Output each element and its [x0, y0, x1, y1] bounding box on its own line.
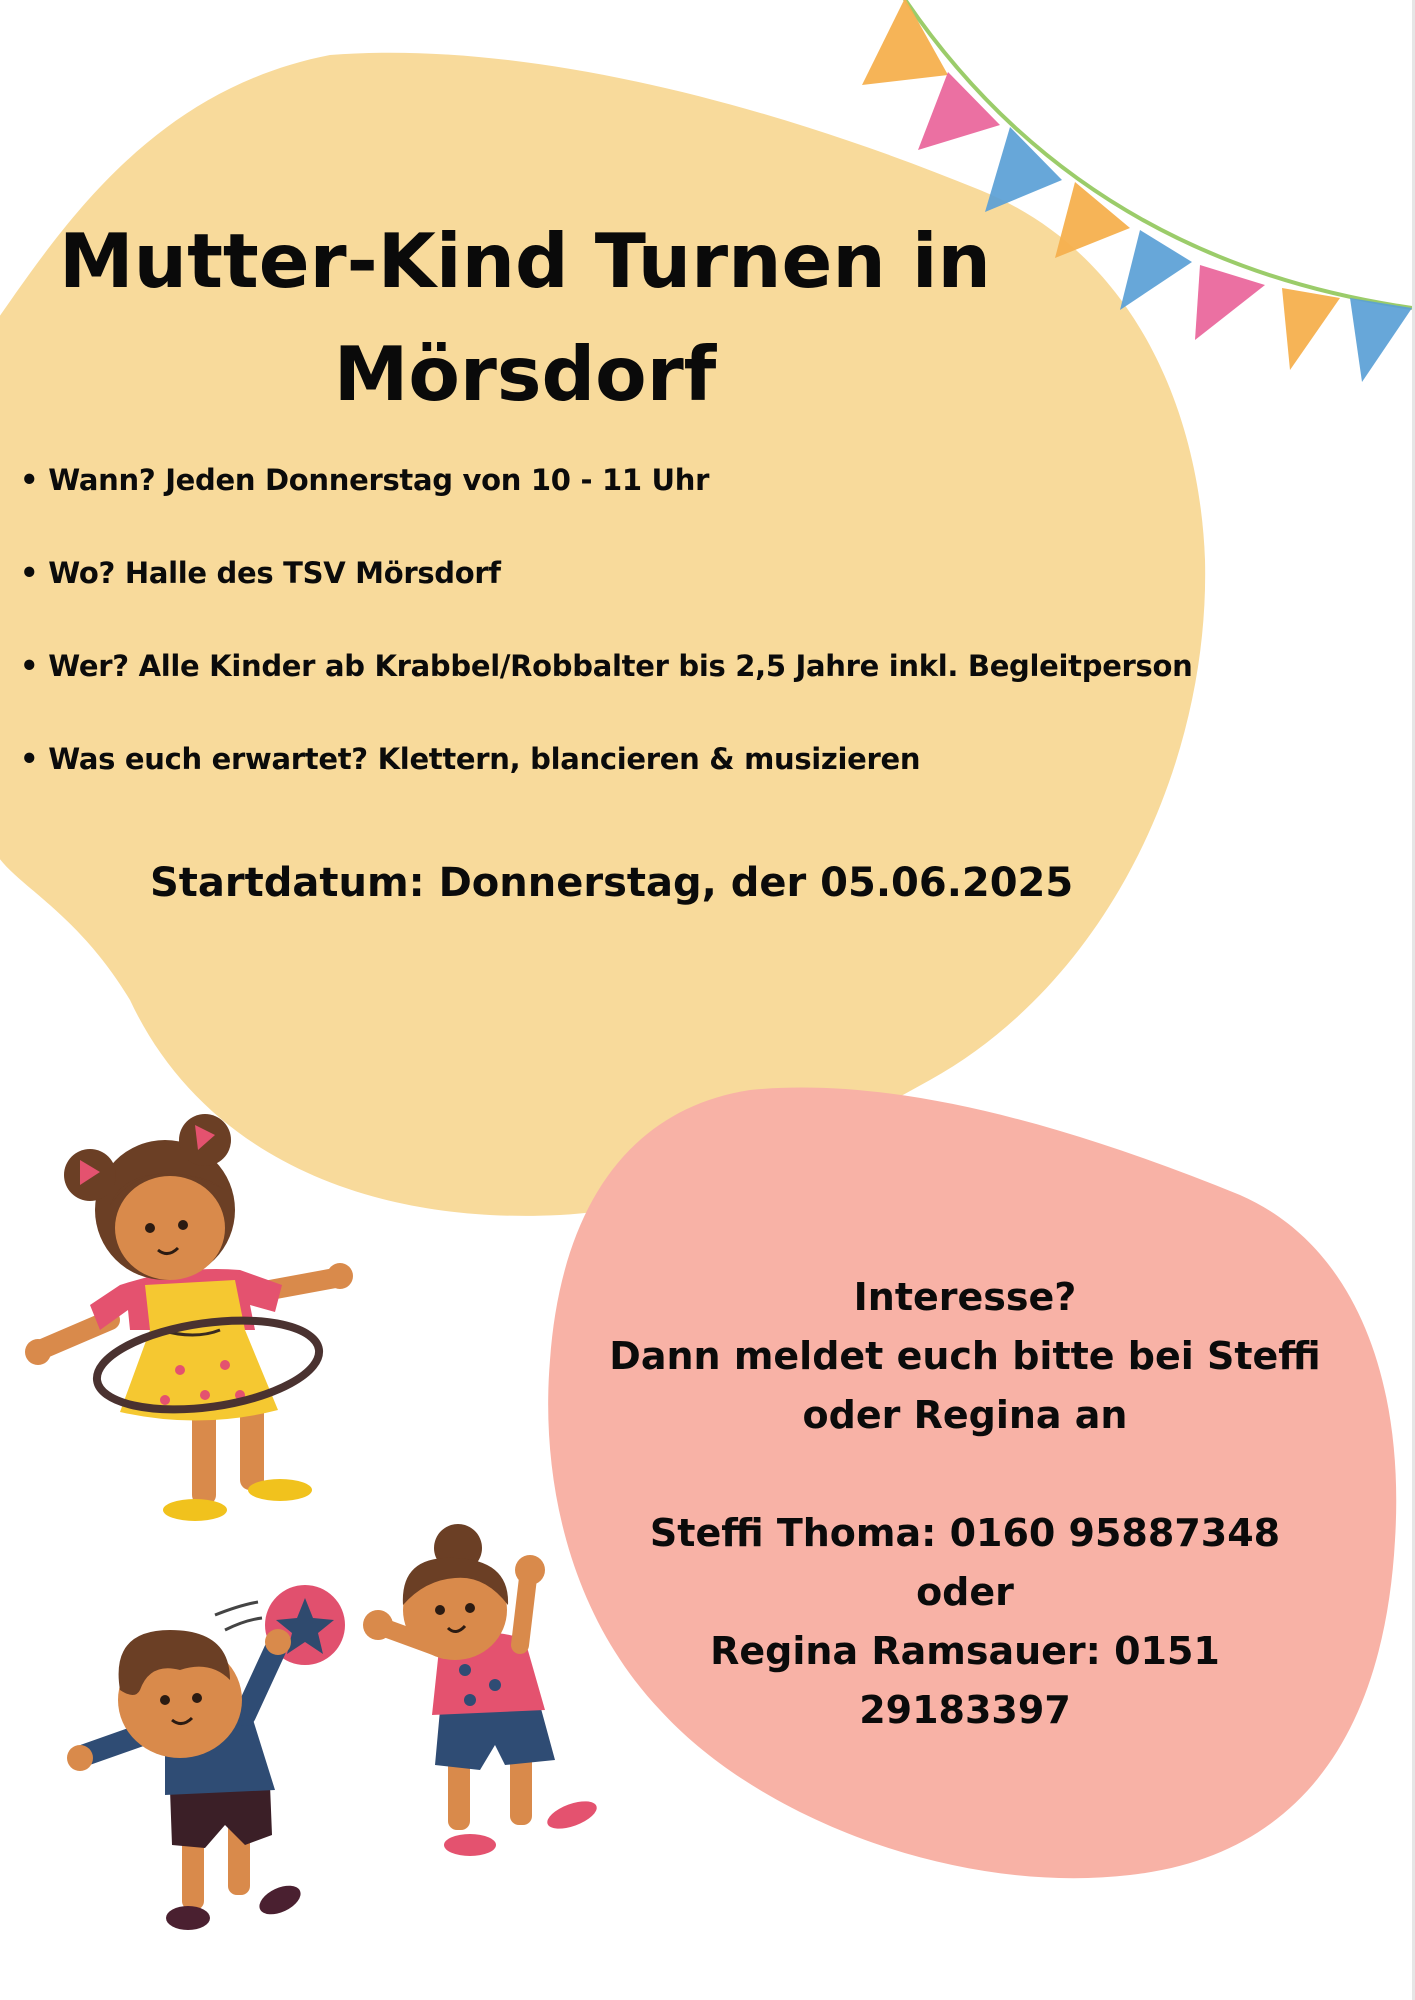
flag-pink-1 [918, 72, 1000, 150]
contact-line-2: Dann meldet euch bitte bei Steffi [609, 1334, 1321, 1378]
detail-where-label: Wo? [48, 556, 116, 590]
contact-or: oder [916, 1570, 1014, 1614]
flag-blue-3 [1350, 298, 1412, 382]
title-line-1: Mutter-Kind Turnen in [59, 217, 991, 305]
detail-who: • Wer? Alle Kinder ab Krabbel/Robbalter bis 2,5 Jahre inkl. Begleitperson [20, 649, 1193, 683]
detail-who-text: Alle Kinder ab Krabbel/Robbalter bis 2,5 Jahre inkl. Begleitperson [138, 649, 1193, 683]
detail-what: • Was euch erwartet? Klettern, blancieren & musizieren [20, 742, 921, 776]
detail-who-label: Wer? [48, 649, 129, 683]
girl-hula-hoop-illustration [25, 1114, 353, 1521]
details-list [20, 455, 1193, 827]
contact-line-1: Interesse? [853, 1275, 1077, 1319]
detail-where-text: Halle des TSV Mörsdorf [124, 556, 501, 590]
contact-info [600, 1268, 1330, 1740]
contact-spacer [600, 1445, 1330, 1504]
girl-waving-illustration [363, 1524, 600, 1856]
contact-line-3: oder Regina an [802, 1393, 1128, 1437]
flag-orange-3 [1282, 288, 1340, 370]
start-date: Startdatum: Donnerstag, der 05.06.2025 [150, 860, 1074, 906]
detail-what-label: Was euch erwartet? [48, 742, 368, 776]
flag-blue-1 [985, 127, 1062, 212]
detail-what-text: Klettern, blancieren & musizieren [377, 742, 921, 776]
flag-orange-2 [1055, 182, 1130, 258]
title-line-2: Mörsdorf [333, 330, 717, 418]
detail-when-text: Jeden Donnerstag von 10 - 11 Uhr [165, 463, 710, 497]
detail-when-label: Wann? [48, 463, 156, 497]
contact-phone-regina: Regina Ramsauer: 0151 29183397 [710, 1629, 1220, 1732]
detail-when: • Wann? Jeden Donnerstag von 10 - 11 Uhr [20, 463, 710, 497]
boy-with-ball-illustration [67, 1629, 305, 1930]
page-title [40, 205, 1010, 431]
flag-pink-2 [1195, 265, 1265, 340]
detail-where: • Wo? Halle des TSV Mörsdorf [20, 556, 501, 590]
contact-phone-steffi: Steffi Thoma: 0160 95887348 [649, 1511, 1281, 1555]
